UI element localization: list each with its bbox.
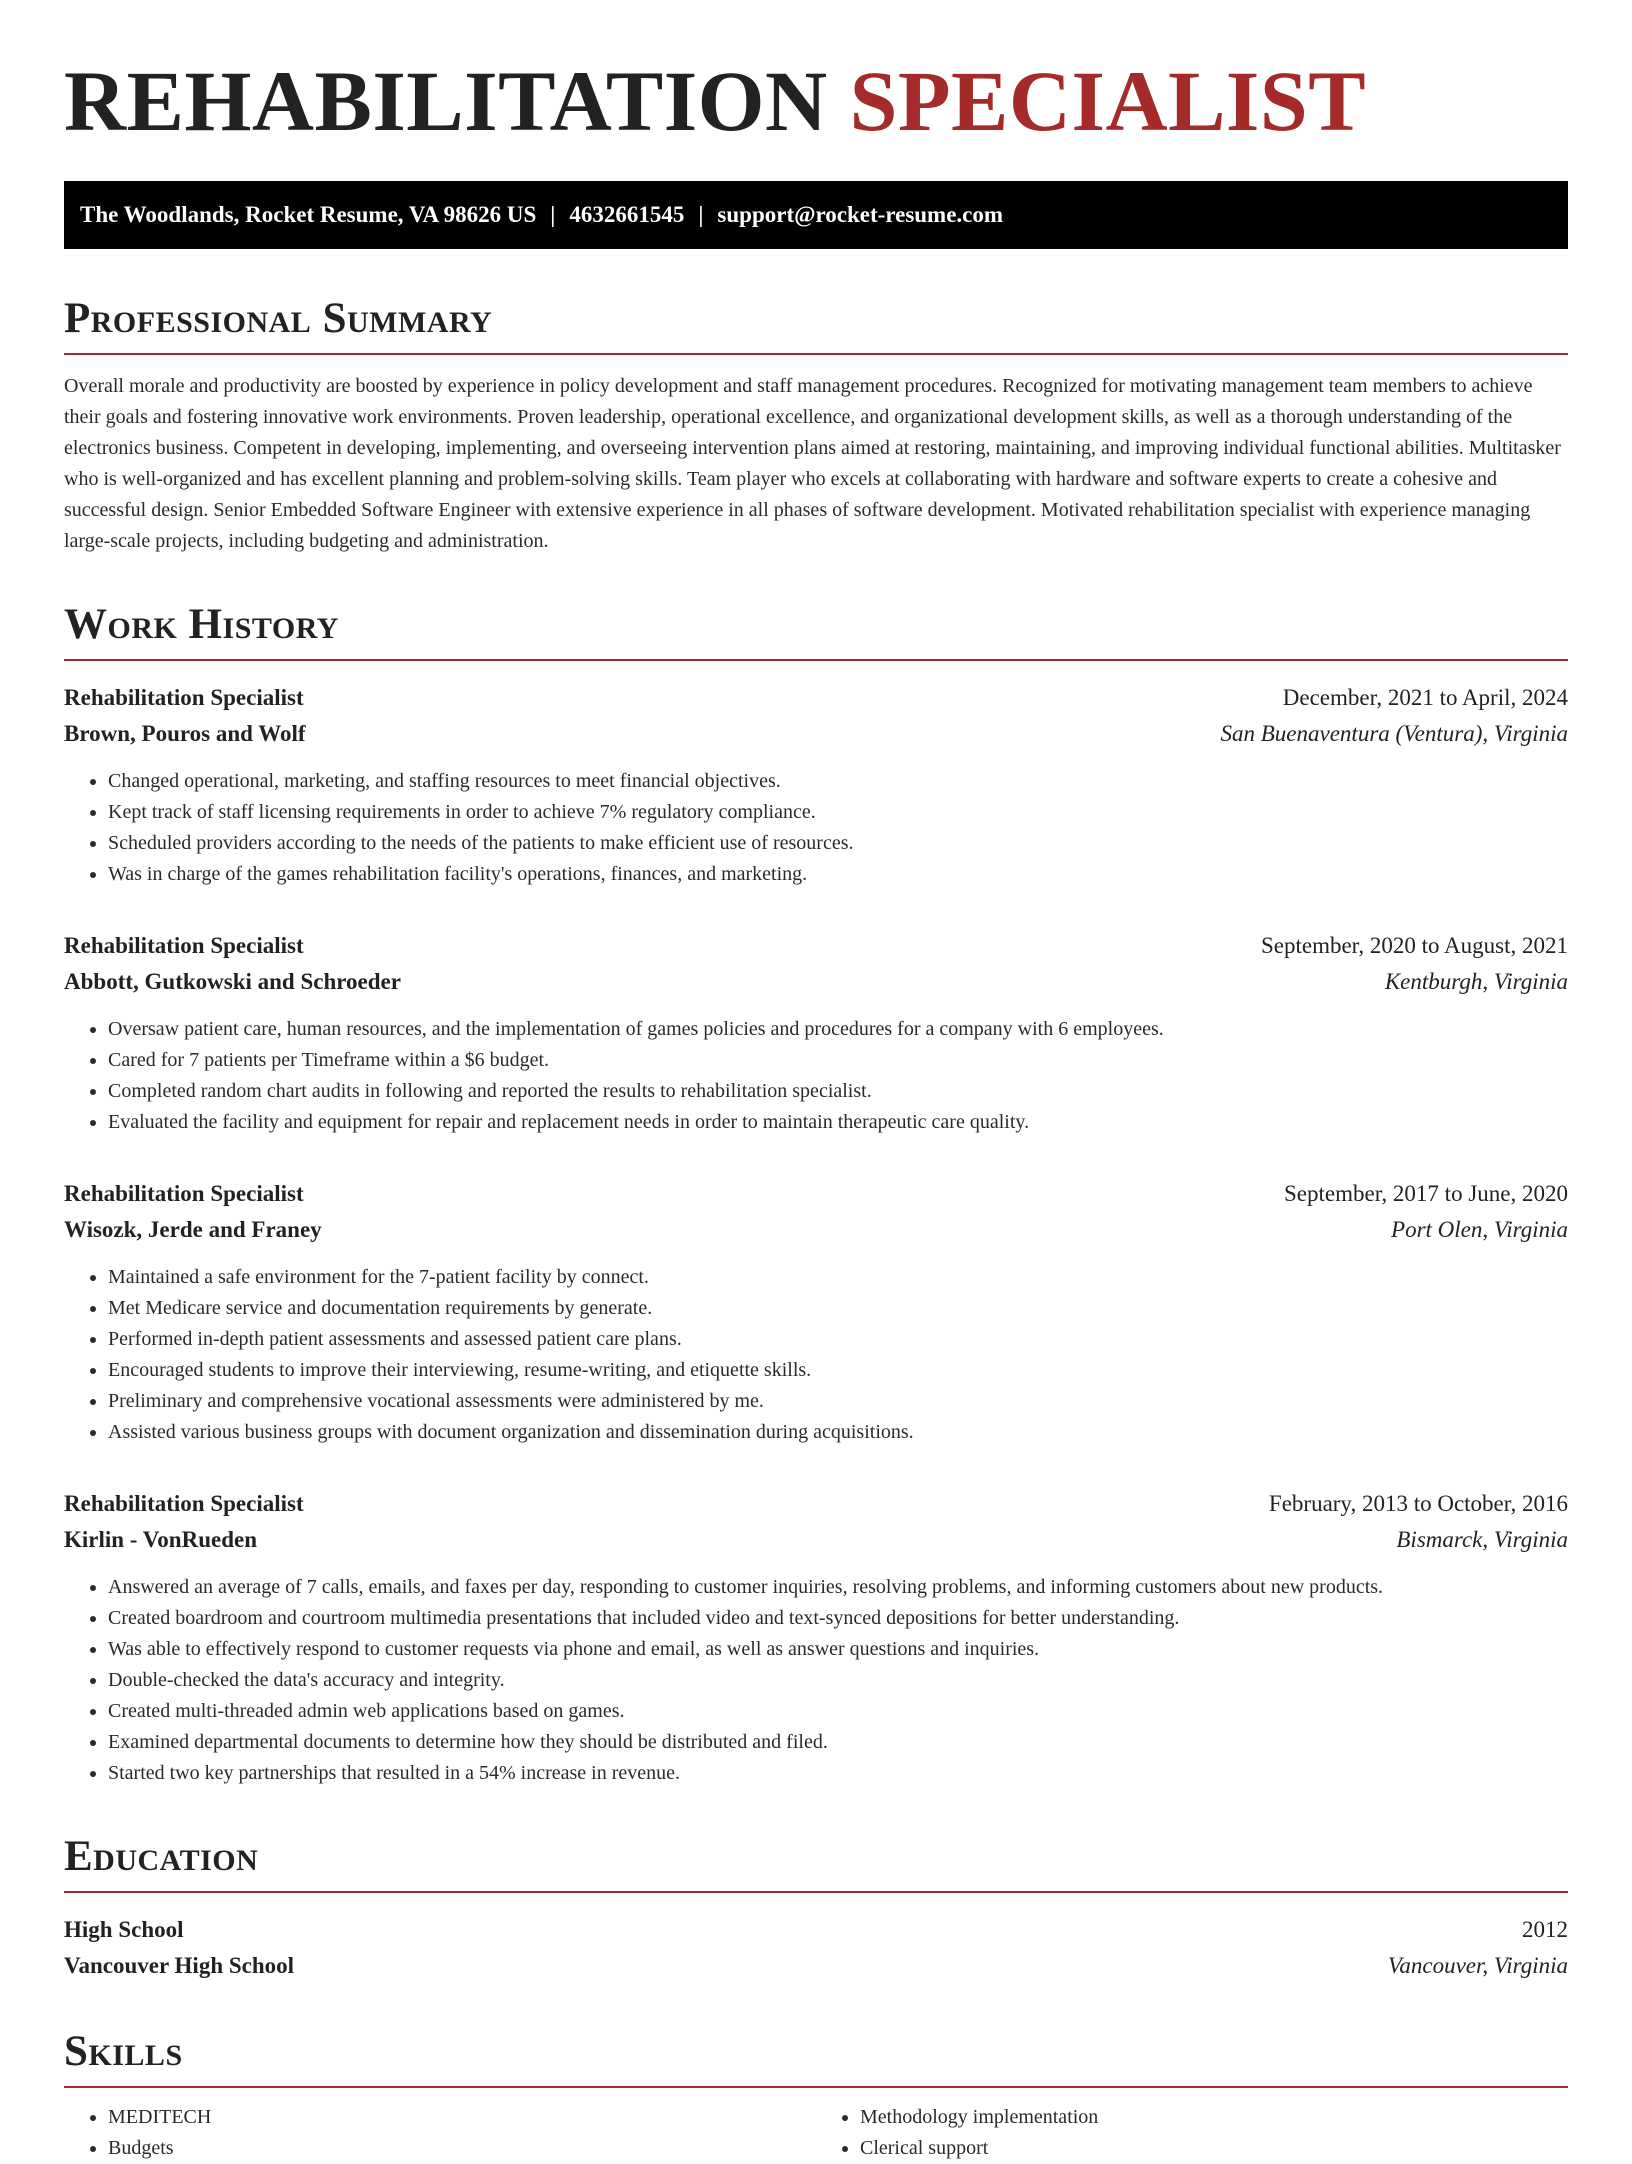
job-bullet: • Kept track of staff licensing requirements in order to achieve 7% regulatory compliance.	[108, 797, 1568, 828]
job-bullet: • Created multi-threaded admin web applications based on games.	[108, 1696, 1568, 1727]
skills-column-right	[816, 2102, 1568, 2164]
section-title-summary: Professional Summary	[64, 297, 1568, 355]
skills-list	[64, 2102, 1568, 2164]
job-role: Rehabilitation Specialist	[64, 933, 304, 958]
job-bullet: • Evaluated the facility and equipment for repair and replacement needs in order to maintain therapeutic care quality.	[108, 1107, 1568, 1138]
education-entry	[64, 1912, 1568, 1984]
contact-email: support@rocket-resume.com	[717, 202, 1004, 227]
skill-item: • Clerical support	[860, 2133, 1568, 2164]
job-bullet: • Oversaw patient care, human resources, and the implementation of games policies and procedures for a company with 6 employees.	[108, 1014, 1568, 1045]
summary-text: Overall morale and productivity are boosted by experience in policy development and staff management procedures. Recognized for motivating management team members to achieve their goals and fostering innovative work environments. Proven leadership, operational excellence, and organizational development skills, as well as a thorough understanding of the electronics business. Competent in developing, implementing, and overseeing intervention plans aimed at restoring, maintaining, and improving individual functional abilities. Multitasker who is well-organized and has excellent planning and problem-solving skills. Team player who excels at collaborating with hardware and software experts to create a cohesive and successful design. Senior Embedded Software Engineer with extensive experience in all phases of software development. Motivated rehabilitation specialist with experience managing large-scale projects, including budgeting and administration.	[64, 375, 1561, 552]
job-bullet: • Cared for 7 patients per Timeframe within a $6 budget.	[108, 1045, 1568, 1076]
education-school-row	[64, 1948, 1568, 1984]
job-bullet: • Changed operational, marketing, and staffing resources to meet financial objectives.	[108, 766, 1568, 797]
resume-name	[64, 53, 1568, 149]
job-company-row	[64, 716, 1568, 752]
job-bullet: • Encouraged students to improve their interviewing, resume-writing, and etiquette skills.	[108, 1355, 1568, 1386]
job-header-row	[64, 1486, 1568, 1522]
job-dates: February, 2013 to October, 2016	[1268, 1491, 1568, 1516]
skill-item: • Methodology implementation	[860, 2102, 1568, 2133]
name-last: SPECIALIST	[849, 53, 1367, 149]
contact-phone: 4632661545	[569, 202, 685, 227]
skills-column-left	[64, 2102, 816, 2164]
job-location: San Buenaventura (Ventura), Virginia	[1220, 721, 1568, 746]
job-header-row	[64, 1176, 1568, 1212]
education-year: 2012	[1522, 1917, 1568, 1942]
job-bullets	[64, 1572, 1568, 1789]
job-header-row	[64, 680, 1568, 716]
job-bullet: • Preliminary and comprehensive vocational assessments were administered by me.	[108, 1386, 1568, 1417]
job-bullets	[64, 1262, 1568, 1448]
section-title-skills: Skills	[64, 2030, 1568, 2088]
job-company-row	[64, 1212, 1568, 1248]
job-dates: September, 2020 to August, 2021	[1260, 933, 1568, 958]
job-company-row	[64, 964, 1568, 1000]
job-bullets	[64, 1014, 1568, 1138]
contact-bar	[64, 181, 1568, 249]
job-role: Rehabilitation Specialist	[64, 685, 304, 710]
section-title-work-history: Work History	[64, 603, 1568, 661]
job-bullet: • Was able to effectively respond to customer requests via phone and email, as well as answer questions and inquiries.	[108, 1634, 1568, 1665]
job-bullets	[64, 766, 1568, 890]
job-bullet: • Performed in-depth patient assessments and assessed patient care plans.	[108, 1324, 1568, 1355]
job-bullet: • Started two key partnerships that resulted in a 54% increase in revenue.	[108, 1758, 1568, 1789]
education-degree: High School	[64, 1917, 184, 1942]
job-company: Brown, Pouros and Wolf	[64, 721, 306, 746]
job-bullet: • Was in charge of the games rehabilitation facility's operations, finances, and marketing.	[108, 859, 1568, 890]
job-dates: September, 2017 to June, 2020	[1284, 1181, 1568, 1206]
job-bullet: • Scheduled providers according to the needs of the patients to make efficient use of resources.	[108, 828, 1568, 859]
job-entry	[64, 1486, 1568, 1789]
job-bullet: • Answered an average of 7 calls, emails, and faxes per day, responding to customer inquiries, resolving problems, and informing customers about new products.	[108, 1572, 1568, 1603]
job-role: Rehabilitation Specialist	[64, 1181, 304, 1206]
education-location: Vancouver, Virginia	[1387, 1953, 1568, 1978]
job-entry	[64, 928, 1568, 1138]
section-title-education: Education	[64, 1835, 1568, 1893]
job-header-row	[64, 928, 1568, 964]
job-company: Kirlin - VonRueden	[64, 1527, 257, 1552]
job-role: Rehabilitation Specialist	[64, 1491, 304, 1516]
job-entry	[64, 1176, 1568, 1448]
job-company: Wisozk, Jerde and Franey	[64, 1217, 322, 1242]
job-company: Abbott, Gutkowski and Schroeder	[64, 969, 401, 994]
job-dates: December, 2021 to April, 2024	[1282, 685, 1568, 710]
name-first: REHABILITATION	[64, 53, 828, 149]
education-school: Vancouver High School	[64, 1953, 295, 1978]
job-location: Kentburgh, Virginia	[1384, 969, 1568, 994]
job-bullet: • Assisted various business groups with document organization and dissemination during acquisitions.	[108, 1417, 1568, 1448]
job-bullet: • Completed random chart audits in following and reported the results to rehabilitation specialist.	[108, 1076, 1568, 1107]
job-location: Port Olen, Virginia	[1391, 1217, 1568, 1242]
job-entry	[64, 680, 1568, 890]
contact-address: The Woodlands, Rocket Resume, VA 98626 US	[80, 202, 537, 227]
job-bullet: • Double-checked the data's accuracy and integrity.	[108, 1665, 1568, 1696]
contact-separator: |	[550, 202, 556, 227]
job-bullet: • Created boardroom and courtroom multimedia presentations that included video and text-synced depositions for better understanding.	[108, 1603, 1568, 1634]
job-location: Bismarck, Virginia	[1396, 1527, 1568, 1552]
job-bullet: • Met Medicare service and documentation requirements by generate.	[108, 1293, 1568, 1324]
skill-item: • MEDITECH	[108, 2102, 816, 2133]
contact-separator: |	[698, 202, 704, 227]
job-bullet: • Maintained a safe environment for the 7-patient facility by connect.	[108, 1262, 1568, 1293]
job-company-row	[64, 1522, 1568, 1558]
skill-item: • Budgets	[108, 2133, 816, 2164]
job-bullet: • Examined departmental documents to determine how they should be distributed and filed.	[108, 1727, 1568, 1758]
education-header-row	[64, 1912, 1568, 1948]
